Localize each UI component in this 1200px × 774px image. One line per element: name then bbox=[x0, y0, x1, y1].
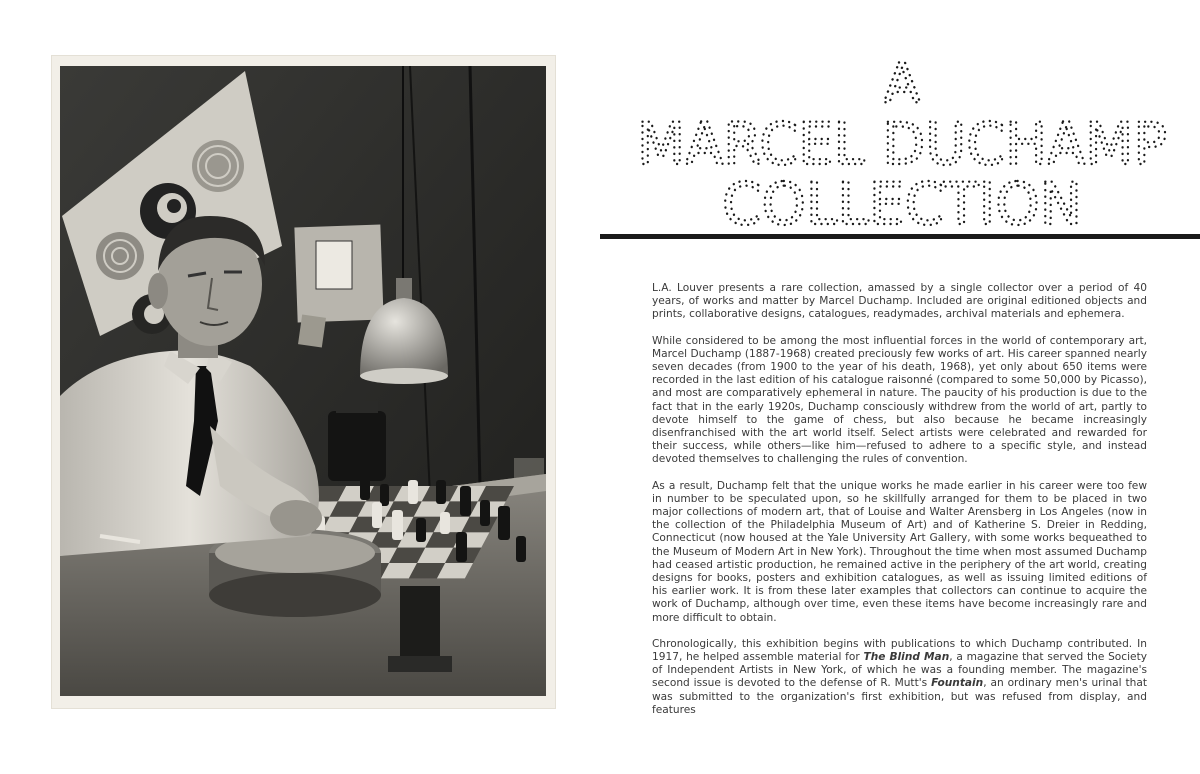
title-divider bbox=[600, 234, 1200, 239]
duchamp-photograph bbox=[60, 66, 546, 696]
chronology-text-1: Chronologically, this exhibition begins with publications to which Duchamp contributed. In 1917, he helped assemble material for bbox=[652, 637, 1147, 664]
paragraph-background: While considered to be among the most influential forces in the world of contemporary art, Marcel Duchamp (1887-1968) created preciously few works of art. His career spanned nearly seven decades (from 1900 to the year of his death, 1968), yet only about 650 items were recorded in the last edition of his catalogue raisonné (compared to some 50,000 by Picasso), and most are comparatively ephemeral in nature. The paucity of his production is due to the fact that in the early 1920s, Duchamp consciously withdrew from the world of art, partly to devote himself to the game of chess, but also because he became increasingly disenfranchised with the art world itself. Select artists were celebrated and rewarded for their success, while others—like him—refused to adhere to a specific style, and instead devoted themselves to challenging the rules of convention. bbox=[652, 334, 1147, 466]
paragraph-intro: L.A. Louver presents a rare collection, amassed by a single collector over a period of 40 years, of works and matter by Marcel Duchamp. Included are original editioned objects and prints, collaborative designs, catalogues, readymades, archival materials and ephemera. bbox=[652, 282, 1147, 321]
photo-frame bbox=[52, 56, 555, 708]
chronology-text-3: , an ordinary men's urinal that was submitted to the organization's first exhibition, but was refused from display, and features bbox=[652, 677, 1148, 716]
blind-man-title: The Blind Man bbox=[863, 651, 950, 664]
paragraph-collections: As a result, Duchamp felt that the unique works he made earlier in his career were too few in number to be speculated upon, so he skillfully arranged for them to be placed in two major collections of modern art, that of Louise and Walter Arensberg in Los Angeles (now in the collection of the Philadelphia Museum of Art) and of Katherine S. Dreier in Redding, Connecticut (now housed at the Yale University Art Gallery, with some works bequeathed to the Museum of Modern Art in New York). Throughout the time when most assumed Duchamp had ceased artistic production, he remained active in the periphery of the art world, creating designs for books, posters and exhibition catalogues, as well as issuing limited editions of his earlier work. It is from these later examples that collectors can continue to acquire the work of Duchamp, although over time, even these items have become increasingly rare and more difficult to obtain. bbox=[652, 479, 1147, 624]
title-dotted-lettering bbox=[600, 52, 1200, 234]
title-line-2: MARCEL DUCHAMP bbox=[637, 110, 1167, 178]
chronology-text-2: , a magazine that served the Society of Independent Artists in New York, of which he was a founding member. The magazine's second issue is devoted to the defense of R. Mutt's bbox=[652, 651, 1147, 690]
title-line-3: COLLECTION bbox=[722, 170, 1082, 234]
exhibition-title bbox=[600, 52, 1200, 234]
article-body bbox=[652, 282, 1147, 730]
fountain-title: Fountain bbox=[931, 677, 984, 690]
photo-illustration bbox=[60, 66, 546, 696]
title-line-1: A bbox=[883, 52, 921, 115]
paragraph-chronology bbox=[652, 638, 1147, 717]
